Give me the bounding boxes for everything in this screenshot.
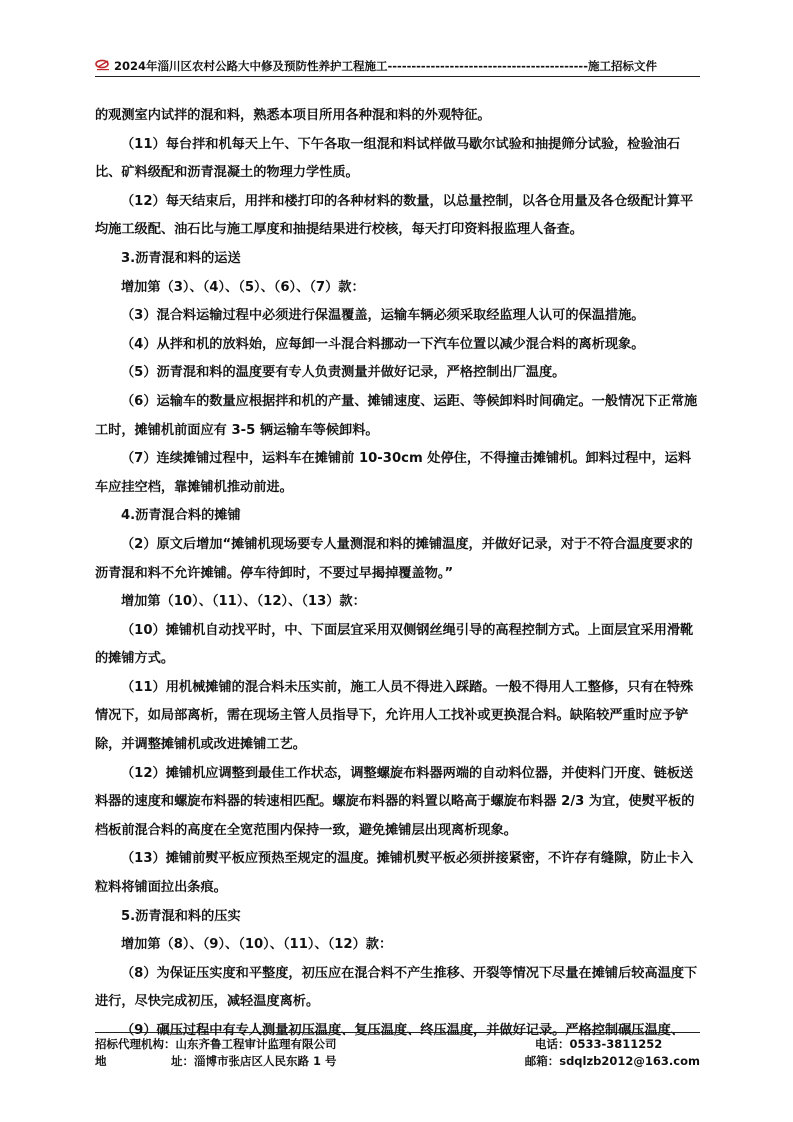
document-body (95, 102, 700, 1046)
email-label: 邮箱： (524, 1054, 560, 1068)
section-heading: 3.沥青混和料的运送 (121, 250, 241, 266)
phone-label: 电话： (535, 1037, 570, 1051)
paragraph: （12）每天结束后，用拌和楼打印的各种材料的数量，以总量控制，以各仓用量及各仓级配计算平均施工级配、油石比与施工厚度和抽提结果进行校核，每天打印资料报监理人备查。 (95, 193, 694, 238)
email-value: sdqlzb2012@163.com (559, 1054, 700, 1068)
paragraph: （6）运输车的数量应根据拌和机的产量、摊铺速度、运距、等候卸料时间确定。一般情况下正常施工时，摊铺机前面应有 3-5 辆运输车等候卸料。 (95, 393, 698, 438)
paragraph: （12）摊铺机应调整到最佳工作状态，调整螺旋布料器两端的自动料位器，并使料门开度、链板送料器的速度和螺旋布料器的转速相匹配。螺旋布料器的料置以略高于螺旋布料器 2/3 为宜，使熨平板的档板前混合料的高度在全宽范围内保持一致，避免摊铺层出现离析现象。 (95, 765, 695, 838)
footer-row-address (95, 1053, 700, 1070)
section-heading: 增加第（8）、（9）、（10）、（11）、（12）款： (121, 937, 393, 953)
paragraph: （10）摊铺机自动找平时，中、下面层宜采用双侧钢丝绳引导的高程控制方式。上面层宜采用滑靴的摊铺方式。 (95, 622, 694, 667)
paragraph: （8）为保证压实度和平整度，初压应在混合料不产生推移、开裂等情况下尽量在摊铺后较高温度下进行，尽快完成初压，减轻温度离析。 (95, 965, 698, 1010)
paragraph: （11）每台拌和机每天上午、下午各取一组混和料试样做马歇尔试验和抽提筛分试验，检验油石比、矿料级配和沥青混凝土的物理力学性质。 (95, 136, 681, 181)
section-heading: 增加第（10）、（11）、（12）、（13）款： (121, 594, 366, 610)
paragraph: （13）摊铺前熨平板应预热至规定的温度。摊铺机熨平板必须拼接紧密，不许存有缝隙，防止卡入粒料将铺面拉出条痕。 (95, 851, 694, 896)
paragraph: （9）碾压过程中有专人测量初压温度、复压温度、终压温度，并做好记录。严格控制碾压温度、 (121, 1023, 685, 1038)
page-footer (95, 1032, 700, 1070)
agency-label: 招标代理机构： (95, 1037, 176, 1051)
section-heading: 4.沥青混合料的摊铺 (121, 508, 241, 524)
page-header (95, 58, 700, 77)
agency-value: 山东齐鲁工程审计监理有限公司 (175, 1037, 337, 1051)
address-label-left: 地 (95, 1054, 107, 1068)
paragraph: （2）原文后增加“摊铺机现场要专人量测混和料的摊铺温度，并做好记录，对于不符合温度要求的沥青混和料不允许摊铺。停车待卸时，不要过早揭掉覆盖物。” (95, 536, 693, 581)
paragraph: （11）用机械摊铺的混合料未压实前，施工人员不得进入踩踏。一般不得用人工整修，只有在特殊情况下，如局部离析，需在现场主管人员指导下，允许用人工找补或更换混合料。缺陷较严重时应予铲除，并调整摊铺机或改进摊铺工艺。 (95, 679, 694, 753)
paragraph: （7）连续摊铺过程中，运料车在摊铺前 10-30cm 处停住，不得撞击摊铺机。卸料过程中，运料车应挂空档，靠摊铺机推动前进。 (95, 451, 692, 495)
section-heading: 5.沥青混和料的压实 (121, 908, 241, 924)
section-heading: 增加第（3）、（4）、（5）、（6）、（7）款： (121, 279, 365, 295)
company-logo-icon (95, 59, 113, 71)
paragraph: （5）沥青混和料的温度要有专人负责测量并做好记录，严格控制出厂温度。 (121, 365, 566, 381)
paragraph: 的观测室内试拌的混和料，熟悉本项目所用各种混和料的外观特征。 (95, 108, 491, 123)
address-label-right: 址： (171, 1054, 194, 1068)
footer-row-agency (95, 1036, 700, 1053)
phone-value: 0533-3811252 (569, 1037, 663, 1051)
header-title: 2024年淄川区农村公路大中修及预防性养护工程施工------------------------------------------施工招标文件 (114, 59, 657, 73)
paragraph: （4）从拌和机的放料始，应每卸一斗混合料挪动一下汽车位置以减少混合料的离析现象。 (121, 336, 645, 352)
address-value: 淄博市张店区人民东路 1 号 (194, 1054, 337, 1068)
paragraph: （3）混合料运输过程中必须进行保温覆盖，运输车辆必须采取经监理人认可的保温措施。 (121, 308, 645, 324)
